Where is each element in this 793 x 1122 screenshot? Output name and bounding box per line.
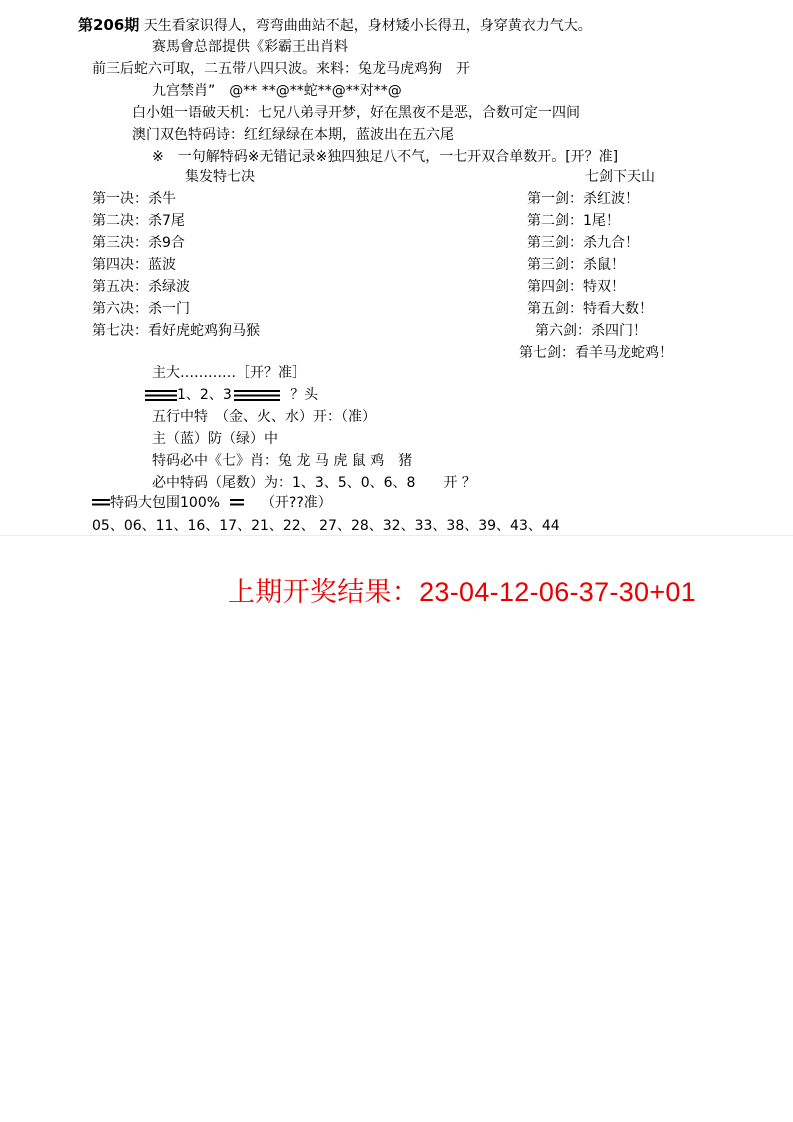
intro-line-4: 澳门双色特码诗：红红绿绿在本期，蓝波出在五六尾	[132, 127, 454, 143]
right-item-5: 第四剑：特双！	[527, 279, 625, 295]
triple-bar-icon	[266, 390, 280, 401]
left-column-title: 集发特七决	[185, 169, 255, 185]
intro-line-1: 前三后蛇六可取，二五带八四只波。来料：兔龙马虎鸡狗 开	[92, 61, 470, 77]
left-item-2: 第二决：杀7尾	[92, 213, 185, 229]
tail-number-line: 必中特码（尾数）为：1、3、5、0、6、8 开 ？	[152, 475, 476, 491]
double-bar-icon	[230, 499, 244, 508]
left-item-1: 第一决：杀牛	[92, 191, 176, 207]
color-line: 主（蓝）防（绿）中	[152, 431, 278, 447]
result-label: 上期开奖结果：	[228, 577, 420, 607]
riddle-text: 天生看家识得人，弯弯曲曲站不起，身材矮小长得丑，身穿黄衣力气大。	[143, 18, 592, 34]
wuxing-line: 五行中特 （金、火、水）开：（准）	[152, 409, 376, 425]
triple-bar-icon	[145, 390, 177, 401]
range-label: 特码大包围100%	[110, 495, 221, 511]
head-label: ？头	[290, 387, 319, 403]
issue-number: 第206期	[78, 16, 140, 34]
right-column-title: 七剑下天山	[585, 169, 655, 185]
zhu-da-line: 主大…………［开？准］	[152, 365, 306, 381]
triple-bar-icon	[234, 390, 266, 401]
last-result	[228, 570, 696, 609]
left-item-7: 第七决：看好虎蛇鸡狗马猴	[92, 323, 260, 339]
range-status: （开??准）	[260, 495, 332, 511]
provider-line: 赛馬會总部提供《彩霸王出肖料	[152, 39, 348, 55]
intro-line-2: 九宫禁肖” @** **@**蛇**@**对**@	[152, 83, 402, 99]
result-numbers: 23-04-12-06-37-30+01	[419, 577, 697, 607]
left-item-5: 第五决：杀绿波	[92, 279, 190, 295]
right-item-8: 第七剑：看羊马龙蛇鸡！	[519, 345, 673, 361]
left-item-6: 第六决：杀一门	[92, 301, 190, 317]
left-item-3: 第三决：杀9合	[92, 235, 185, 251]
seven-zodiac-line: 特码必中《七》肖：兔 龙 马 虎 鼠 鸡 猪	[152, 453, 413, 469]
intro-line-3: 白小姐一语破天机：七兄八弟寻开梦，好在黑夜不是恶，合数可定一四间	[132, 105, 580, 121]
range-line	[92, 494, 332, 512]
number-list: 05、06、11、16、17、21、22、 27、28、32、33、38、39、43、44	[92, 518, 560, 534]
right-item-7: 第六剑：杀四门！	[535, 323, 647, 339]
head-number-line	[145, 386, 318, 404]
right-item-4: 第三剑：杀鼠！	[527, 257, 625, 273]
intro-line-5: ※ 一句解特码※无错记录※独四独足八不气，一七开双合单数开。[开？准]	[152, 149, 619, 165]
head-numbers: 1、2、3	[177, 387, 232, 403]
right-item-2: 第二剑：1尾！	[527, 213, 620, 229]
header-line	[78, 16, 592, 35]
right-item-1: 第一剑：杀红波！	[527, 191, 639, 207]
double-bar-icon	[92, 499, 110, 508]
divider	[0, 535, 793, 536]
left-item-4: 第四决：蓝波	[92, 257, 176, 273]
right-item-6: 第五剑：特看大数！	[527, 301, 653, 317]
right-item-3: 第三剑：杀九合！	[527, 235, 639, 251]
